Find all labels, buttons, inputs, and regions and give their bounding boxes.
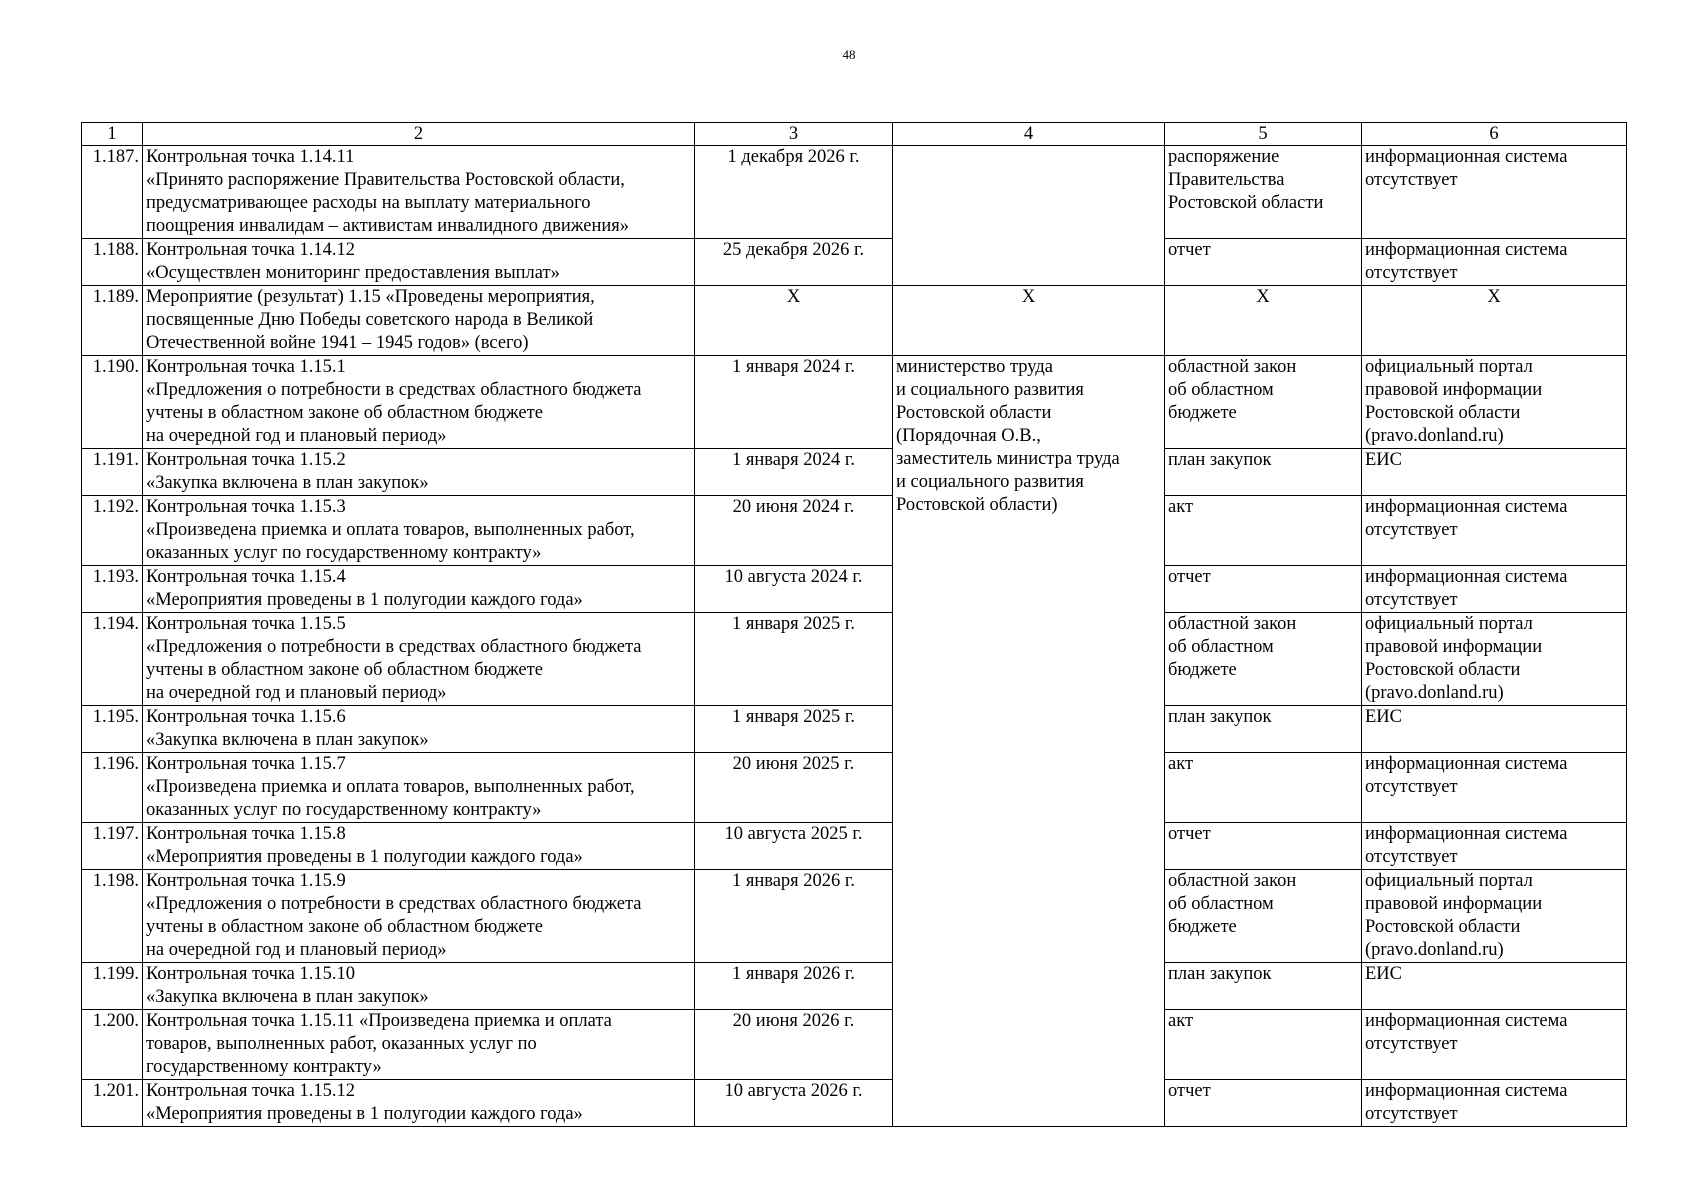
cell-line: Правительства	[1168, 170, 1285, 190]
cell-line: Ростовской области)	[896, 495, 1058, 515]
row-number: 1.189.	[82, 286, 143, 356]
cell-line: информационная система	[1365, 1011, 1568, 1031]
cell-line: об областном	[1168, 380, 1274, 400]
deadline-date: 10 августа 2025 г.	[695, 823, 893, 870]
cell-line: на очередной год и плановый период»	[146, 426, 447, 446]
cell-line: информационная система	[1365, 240, 1568, 260]
cell-line: план закупок	[1168, 450, 1272, 470]
cell-line: Контрольная точка 1.14.11	[146, 147, 355, 167]
cell-line: областной закон	[1168, 614, 1297, 634]
cell-line: Контрольная точка 1.15.10	[146, 964, 356, 984]
cell-line: учтены в областном законе об областном бюджете	[146, 917, 543, 937]
deadline-date: 1 января 2026 г.	[695, 870, 893, 963]
cell-line: Контрольная точка 1.15.11 «Произведена приемка и оплата	[146, 1011, 612, 1031]
control-point-name	[143, 566, 695, 613]
table-row	[82, 1080, 1627, 1127]
cell-line: информационная система	[1365, 1081, 1568, 1101]
cell-line: ЕИС	[1365, 964, 1402, 984]
cell-line: официальный портал	[1365, 357, 1533, 377]
deadline-date: 20 июня 2024 г.	[695, 496, 893, 566]
cell-line: Мероприятие (результат) 1.15 «Проведены мероприятия,	[146, 287, 595, 307]
control-point-name	[143, 963, 695, 1010]
cell-line: (pravo.donland.ru)	[1365, 426, 1504, 446]
cell-line: отсутствует	[1365, 520, 1458, 540]
cell-line: «Закупка включена в план закупок»	[146, 987, 429, 1007]
deadline-date: 20 июня 2025 г.	[695, 753, 893, 823]
confirming-document	[1165, 146, 1362, 239]
control-point-name	[143, 449, 695, 496]
row-number: 1.187.	[82, 146, 143, 239]
row-number: 1.197.	[82, 823, 143, 870]
table-row	[82, 870, 1627, 963]
cell-line: областной закон	[1168, 871, 1297, 891]
confirming-document	[1165, 496, 1362, 566]
table-row	[82, 146, 1627, 239]
table-row	[82, 1010, 1627, 1080]
cell-line: информационная система	[1365, 567, 1568, 587]
cell-line: акт	[1168, 1011, 1194, 1031]
cell-line: (pravo.donland.ru)	[1365, 683, 1504, 703]
deadline-date: 1 января 2024 г.	[695, 449, 893, 496]
cell-line: распоряжение	[1168, 147, 1280, 167]
row-number: 1.199.	[82, 963, 143, 1010]
control-point-name	[143, 146, 695, 239]
cell-line: учтены в областном законе об областном бюджете	[146, 403, 543, 423]
column-header: 2	[143, 123, 695, 146]
control-point-name	[143, 1080, 695, 1127]
cell-line: Контрольная точка 1.15.1	[146, 357, 346, 377]
cell-line: ЕИС	[1365, 450, 1402, 470]
cell-line: «Предложения о потребности в средствах областного бюджета	[146, 894, 642, 914]
cell-line: план закупок	[1168, 707, 1272, 727]
cell-line: Контрольная точка 1.15.9	[146, 871, 346, 891]
cell-line: акт	[1168, 497, 1194, 517]
row-number: 1.198.	[82, 870, 143, 963]
cell-line: акт	[1168, 754, 1194, 774]
cell-line: «Мероприятия проведены в 1 полугодии каждого года»	[146, 590, 583, 610]
cell-line: об областном	[1168, 894, 1274, 914]
cell-line: Ростовской области	[1365, 403, 1521, 423]
cell-line: (pravo.donland.ru)	[1365, 940, 1504, 960]
cell-line: правовой информации	[1365, 380, 1543, 400]
information-system	[1362, 286, 1627, 356]
control-point-name	[143, 870, 695, 963]
deadline-date: Х	[695, 286, 893, 356]
cell-line: отсутствует	[1365, 263, 1458, 283]
deadline-date: 20 июня 2026 г.	[695, 1010, 893, 1080]
cell-line: посвященные Дню Победы советского народа в Великой	[146, 310, 594, 330]
confirming-document	[1165, 753, 1362, 823]
cell-line: отсутствует	[1365, 777, 1458, 797]
column-header: 4	[893, 123, 1165, 146]
cell-line: и социального развития	[896, 472, 1084, 492]
cell-line: официальный портал	[1365, 614, 1533, 634]
cell-line: Ростовской области	[1168, 193, 1324, 213]
control-points-table	[81, 122, 1627, 1127]
control-point-name	[143, 356, 695, 449]
deadline-date: 1 января 2026 г.	[695, 963, 893, 1010]
confirming-document	[1165, 356, 1362, 449]
information-system	[1362, 1080, 1627, 1127]
control-point-name	[143, 613, 695, 706]
cell-line: отчет	[1168, 567, 1211, 587]
cell-line: Контрольная точка 1.15.12	[146, 1081, 356, 1101]
cell-line: государственному контракту»	[146, 1057, 382, 1077]
table-row	[82, 496, 1627, 566]
cell-line: информационная система	[1365, 754, 1568, 774]
table-row	[82, 613, 1627, 706]
cell-line: правовой информации	[1365, 894, 1543, 914]
responsible-executor	[893, 146, 1165, 286]
cell-line: Контрольная точка 1.14.12	[146, 240, 356, 260]
table-header-row	[82, 123, 1627, 146]
table-row	[82, 356, 1627, 449]
table-row	[82, 239, 1627, 286]
table-row	[82, 823, 1627, 870]
column-header: 6	[1362, 123, 1627, 146]
cell-line: оказанных услуг по государственному контракту»	[146, 543, 542, 563]
cell-line: Контрольная точка 1.15.5	[146, 614, 346, 634]
deadline-date: 1 января 2025 г.	[695, 706, 893, 753]
deadline-date: 25 декабря 2026 г.	[695, 239, 893, 286]
cell-line: отчет	[1168, 240, 1211, 260]
confirming-document	[1165, 449, 1362, 496]
cell-line: Ростовской области	[1365, 660, 1521, 680]
row-number: 1.194.	[82, 613, 143, 706]
information-system	[1362, 496, 1627, 566]
cell-line: оказанных услуг по государственному контракту»	[146, 800, 542, 820]
cell-line: министерство труда	[896, 357, 1053, 377]
cell-line: товаров, выполненных работ, оказанных услуг по	[146, 1034, 537, 1054]
cell-line: отсутствует	[1365, 170, 1458, 190]
cell-line: «Мероприятия проведены в 1 полугодии каждого года»	[146, 847, 583, 867]
cell-line: отчет	[1168, 1081, 1211, 1101]
cell-line: отсутствует	[1365, 590, 1458, 610]
confirming-document	[1165, 823, 1362, 870]
cell-line: «Предложения о потребности в средствах областного бюджета	[146, 380, 642, 400]
cell-line: об областном	[1168, 637, 1274, 657]
cell-line: Контрольная точка 1.15.8	[146, 824, 346, 844]
cell-line: Контрольная точка 1.15.7	[146, 754, 346, 774]
row-number: 1.191.	[82, 449, 143, 496]
page-number: 48	[842, 47, 856, 62]
confirming-document	[1165, 963, 1362, 1010]
confirming-document	[1165, 1080, 1362, 1127]
row-number: 1.188.	[82, 239, 143, 286]
row-number: 1.190.	[82, 356, 143, 449]
deadline-date: 10 августа 2026 г.	[695, 1080, 893, 1127]
row-number: 1.193.	[82, 566, 143, 613]
cell-line: информационная система	[1365, 147, 1568, 167]
control-point-name	[143, 706, 695, 753]
cell-line: поощрения инвалидам – активистам инвалидного движения»	[146, 216, 630, 236]
cell-line: Х	[1487, 287, 1501, 307]
cell-line: «Закупка включена в план закупок»	[146, 730, 429, 750]
confirming-document	[1165, 1010, 1362, 1080]
cell-line: отчет	[1168, 824, 1211, 844]
cell-line: «Произведена приемка и оплата товаров, выполненных работ,	[146, 520, 635, 540]
information-system	[1362, 146, 1627, 239]
table-row	[82, 286, 1627, 356]
row-number: 1.192.	[82, 496, 143, 566]
cell-line: «Закупка включена в план закупок»	[146, 473, 429, 493]
cell-line: и социального развития	[896, 380, 1084, 400]
cell-line: отсутствует	[1365, 1034, 1458, 1054]
cell-line: бюджете	[1168, 403, 1237, 423]
control-point-name	[143, 753, 695, 823]
responsible-executor	[893, 356, 1165, 1127]
column-header: 5	[1165, 123, 1362, 146]
cell-line: «Осуществлен мониторинг предоставления выплат»	[146, 263, 560, 283]
cell-line: ЕИС	[1365, 707, 1402, 727]
control-point-name	[143, 1010, 695, 1080]
table-row	[82, 566, 1627, 613]
cell-line: областной закон	[1168, 357, 1297, 377]
row-number: 1.201.	[82, 1080, 143, 1127]
information-system	[1362, 963, 1627, 1010]
control-point-name	[143, 823, 695, 870]
cell-line: правовой информации	[1365, 637, 1543, 657]
information-system	[1362, 613, 1627, 706]
cell-line: Х	[1021, 287, 1036, 307]
cell-line: Контрольная точка 1.15.2	[146, 450, 346, 470]
cell-line: отсутствует	[1365, 1104, 1458, 1124]
cell-line: Х	[1256, 287, 1270, 307]
confirming-document	[1165, 566, 1362, 613]
deadline-date: 1 января 2025 г.	[695, 613, 893, 706]
row-number: 1.200.	[82, 1010, 143, 1080]
control-point-name	[143, 496, 695, 566]
column-header: 3	[695, 123, 893, 146]
column-header: 1	[82, 123, 143, 146]
information-system	[1362, 753, 1627, 823]
cell-line: заместитель министра труда	[896, 449, 1120, 469]
cell-line: информационная система	[1365, 824, 1568, 844]
cell-line: на очередной год и плановый период»	[146, 683, 447, 703]
cell-line: «Мероприятия проведены в 1 полугодии каждого года»	[146, 1104, 583, 1124]
information-system	[1362, 449, 1627, 496]
confirming-document	[1165, 239, 1362, 286]
control-point-name	[143, 239, 695, 286]
information-system	[1362, 356, 1627, 449]
information-system	[1362, 239, 1627, 286]
confirming-document	[1165, 613, 1362, 706]
table-row	[82, 753, 1627, 823]
deadline-date: 1 января 2024 г.	[695, 356, 893, 449]
cell-line: Ростовской области	[1365, 917, 1521, 937]
cell-line: Ростовской области	[896, 403, 1052, 423]
information-system	[1362, 870, 1627, 963]
information-system	[1362, 706, 1627, 753]
cell-line: Контрольная точка 1.15.6	[146, 707, 346, 727]
table-row	[82, 963, 1627, 1010]
confirming-document	[1165, 706, 1362, 753]
cell-line: «Произведена приемка и оплата товаров, выполненных работ,	[146, 777, 635, 797]
table-row	[82, 706, 1627, 753]
cell-line: информационная система	[1365, 497, 1568, 517]
cell-line: Контрольная точка 1.15.3	[146, 497, 346, 517]
cell-line: учтены в областном законе об областном бюджете	[146, 660, 543, 680]
cell-line: отсутствует	[1365, 847, 1458, 867]
cell-line: «Принято распоряжение Правительства Ростовской области,	[146, 170, 625, 190]
row-number: 1.195.	[82, 706, 143, 753]
confirming-document	[1165, 286, 1362, 356]
cell-line: бюджете	[1168, 917, 1237, 937]
deadline-date: 10 августа 2024 г.	[695, 566, 893, 613]
confirming-document	[1165, 870, 1362, 963]
cell-line: предусматривающее расходы на выплату материального	[146, 193, 591, 213]
information-system	[1362, 1010, 1627, 1080]
deadline-date: 1 декабря 2026 г.	[695, 146, 893, 239]
row-number: 1.196.	[82, 753, 143, 823]
cell-line: Контрольная точка 1.15.4	[146, 567, 346, 587]
cell-line: «Предложения о потребности в средствах областного бюджета	[146, 637, 642, 657]
cell-line: Отечественной войне 1941 – 1945 годов» (всего)	[146, 333, 529, 353]
control-point-name	[143, 286, 695, 356]
cell-line: на очередной год и плановый период»	[146, 940, 447, 960]
cell-line: (Порядочная О.В.,	[896, 426, 1041, 446]
cell-line: официальный портал	[1365, 871, 1533, 891]
cell-line: бюджете	[1168, 660, 1237, 680]
table-row	[82, 449, 1627, 496]
information-system	[1362, 823, 1627, 870]
information-system	[1362, 566, 1627, 613]
responsible-executor	[893, 286, 1165, 356]
cell-line: план закупок	[1168, 964, 1272, 984]
